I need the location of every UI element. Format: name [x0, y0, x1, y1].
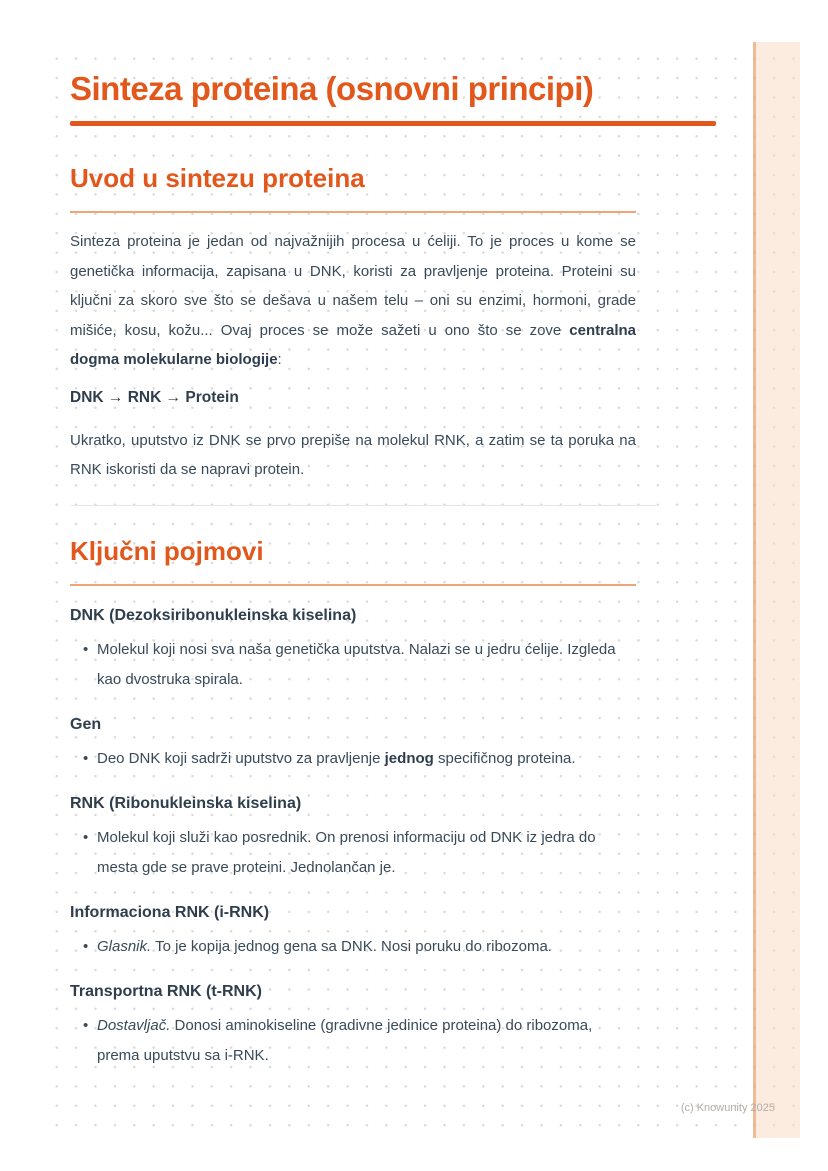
term-dnk-list [70, 635, 630, 695]
intro-paragraph-1-text: Sinteza proteina je jedan od najvažnijih procesa u ćeliji. To je proces u kome se genetička informacija, zapisana u DNK, koristi za pravljenje proteina. Proteini su ključni za skoro sve što se dešava u našem telu – oni su enzimi, hormoni, grade mišiće, kosu, kožu... Ovaj proces se može sažeti u ono što se zove [70, 233, 636, 339]
term-gen: Gen [70, 715, 102, 733]
term-irnk-desc: To je kopija jednog gena sa DNK. Nosi poruku do ribozoma. [151, 937, 552, 955]
page-title: Sinteza proteina (osnovni principi) [70, 70, 594, 107]
list-item [70, 932, 630, 962]
term-irnk-lead-italic: Glasnik. [97, 937, 152, 955]
term-trnk: Transportna RNK (t-RNK) [70, 982, 262, 1000]
term-irnk: Informaciona RNK (i-RNK) [70, 903, 270, 921]
section-key-terms [70, 536, 716, 1071]
section-divider [70, 505, 656, 506]
list-item [70, 635, 630, 695]
term-gen-desc-bold: jednog [384, 749, 434, 767]
key-terms-heading-underline [70, 584, 636, 586]
intro-paragraph-1 [70, 227, 636, 375]
term-gen-desc-post: specifičnog proteina. [433, 749, 576, 767]
term-trnk-lead-italic: Dostavljač. [97, 1016, 171, 1034]
term-gen-desc-pre: Deo DNK koji sadrži uputstvo za pravljenje [97, 749, 385, 767]
key-terms-heading: Ključni pojmovi [70, 535, 264, 566]
intro-paragraph-1-colon: : [277, 351, 282, 368]
copyright-notice: (c) Knowunity 2025 [680, 1102, 775, 1114]
term-trnk-desc: Donosi aminokiseline (gradivne jedinice proteina) do ribozoma, prema uputstvu sa i-RNK. [97, 1016, 593, 1064]
list-item [70, 1011, 630, 1071]
term-rnk-desc: Molekul koji služi kao posrednik. On prenosi informaciju od DNK iz jedra do mesta gde se prave proteini. Jednolančan je. [97, 828, 596, 876]
term-rnk: RNK (Ribonukleinska kiselina) [70, 794, 302, 812]
intro-heading-underline [70, 211, 636, 213]
dogma-line: DNK → RNK → Protein [70, 388, 239, 406]
list-item [70, 744, 630, 774]
term-gen-list [70, 744, 630, 774]
document-content [70, 42, 716, 1071]
term-trnk-list [70, 1011, 630, 1071]
title-rule [70, 121, 716, 126]
section-intro [70, 163, 716, 485]
note-sheet [42, 42, 800, 1138]
term-dnk: DNK (Dezoksiribonukleinska kiselina) [70, 606, 357, 624]
term-irnk-list [70, 932, 630, 962]
central-dogma-phrase: centralna dogma molekularne biologije [70, 321, 636, 368]
term-dnk-desc: Molekul koji nosi sva naša genetička uputstva. Nalazi se u jedru ćelije. Izgleda kao dvostruka spirala. [97, 640, 616, 688]
list-item [70, 823, 630, 883]
term-rnk-list [70, 823, 630, 883]
intro-paragraph-2: Ukratko, uputstvo iz DNK se prvo prepiše na molekul RNK, a zatim se ta poruka na RNK iskoristi da se napravi protein. [70, 431, 636, 478]
intro-heading: Uvod u sintezu proteina [70, 163, 365, 193]
right-accent-strip [753, 42, 800, 1138]
